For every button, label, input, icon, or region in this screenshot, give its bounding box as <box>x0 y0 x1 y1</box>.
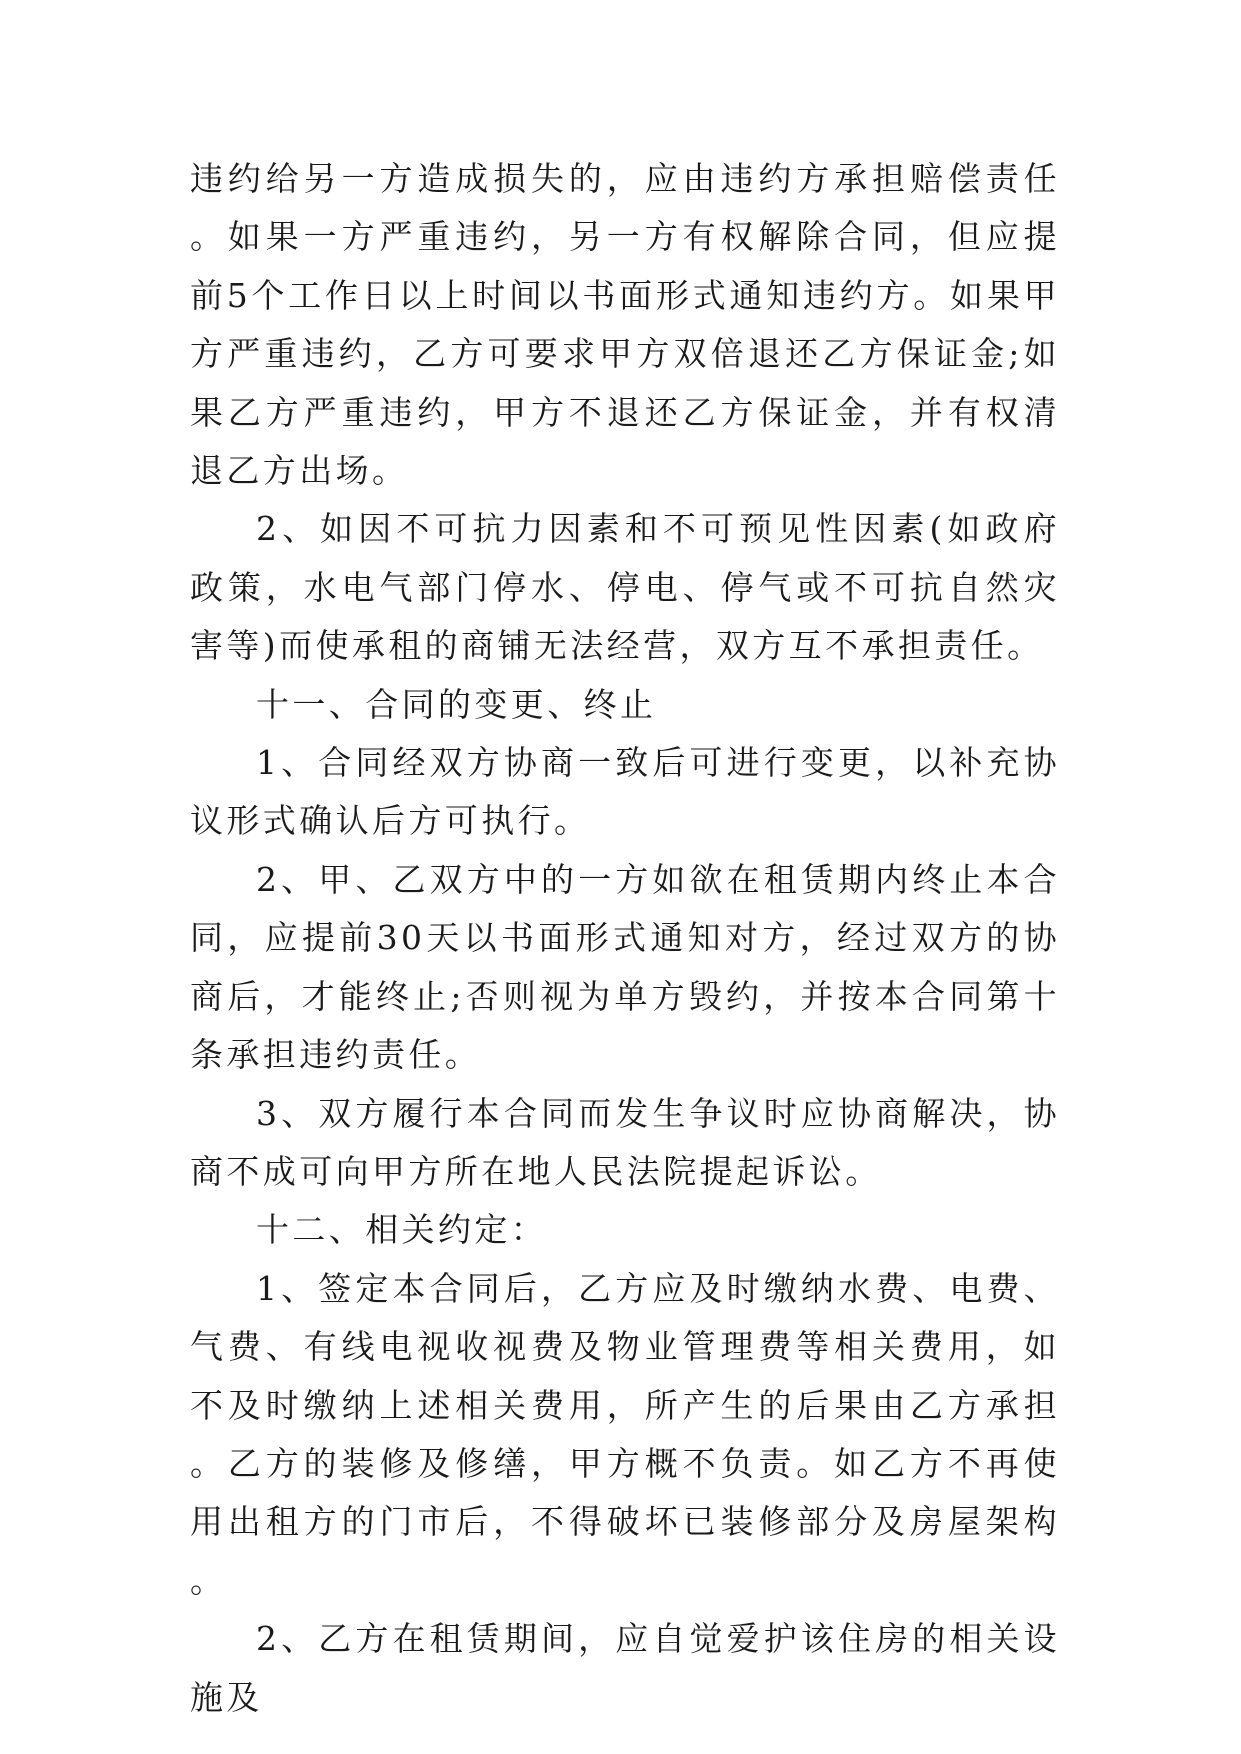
document-body <box>190 150 1060 1727</box>
paragraph-facility-care: 2、乙方在租赁期间，应自觉爱护该住房的相关设施及 <box>190 1619 1060 1717</box>
section-heading-12: 十二、相关约定： <box>256 1210 548 1250</box>
paragraph-fees-and-renovation: 1、签定本合同后，乙方应及时缴纳水费、电费、气费、有线电视收视费及物业管理费等相关费用，如不及时缴纳上述相关费用，所产生的后果由乙方承担。乙方的装修及修缮，甲方概不负责。如乙方不再使用出租方的门市后，不得破坏已装修部分及房屋架构。 <box>190 1268 1060 1600</box>
paragraph-breach-liability: 违约给另一方造成损失的，应由违约方承担赔偿责任。如果一方严重违约，另一方有权解除合同，但应提前5个工作日以上时间以书面形式通知违约方。如果甲方严重违约，乙方可要求甲方双倍退还乙方保证金;如果乙方严重违约，甲方不退还乙方保证金，并有权清退乙方出场。 <box>190 159 1060 491</box>
paragraph-contract-termination: 2、甲、乙双方中的一方如欲在租赁期内终止本合同，应提前30天以书面形式通知对方，经过双方的协商后，才能终止;否则视为单方毁约，并按本合同第十条承担违约责任。 <box>190 859 1060 1075</box>
paragraph-force-majeure: 2、如因不可抗力因素和不可预见性因素(如政府政策，水电气部门停水、停电、停气或不可抗自然灾害等)而使承租的商铺无法经营，双方互不承担责任。 <box>190 509 1060 666</box>
paragraph-dispute-resolution: 3、双方履行本合同而发生争议时应协商解决，协商不成可向甲方所在地人民法院提起诉讼。 <box>190 1093 1060 1191</box>
section-heading-11: 十一、合同的变更、终止 <box>256 684 657 724</box>
paragraph-contract-change: 1、合同经双方协商一致后可进行变更，以补充协议形式确认后方可执行。 <box>190 743 1060 841</box>
